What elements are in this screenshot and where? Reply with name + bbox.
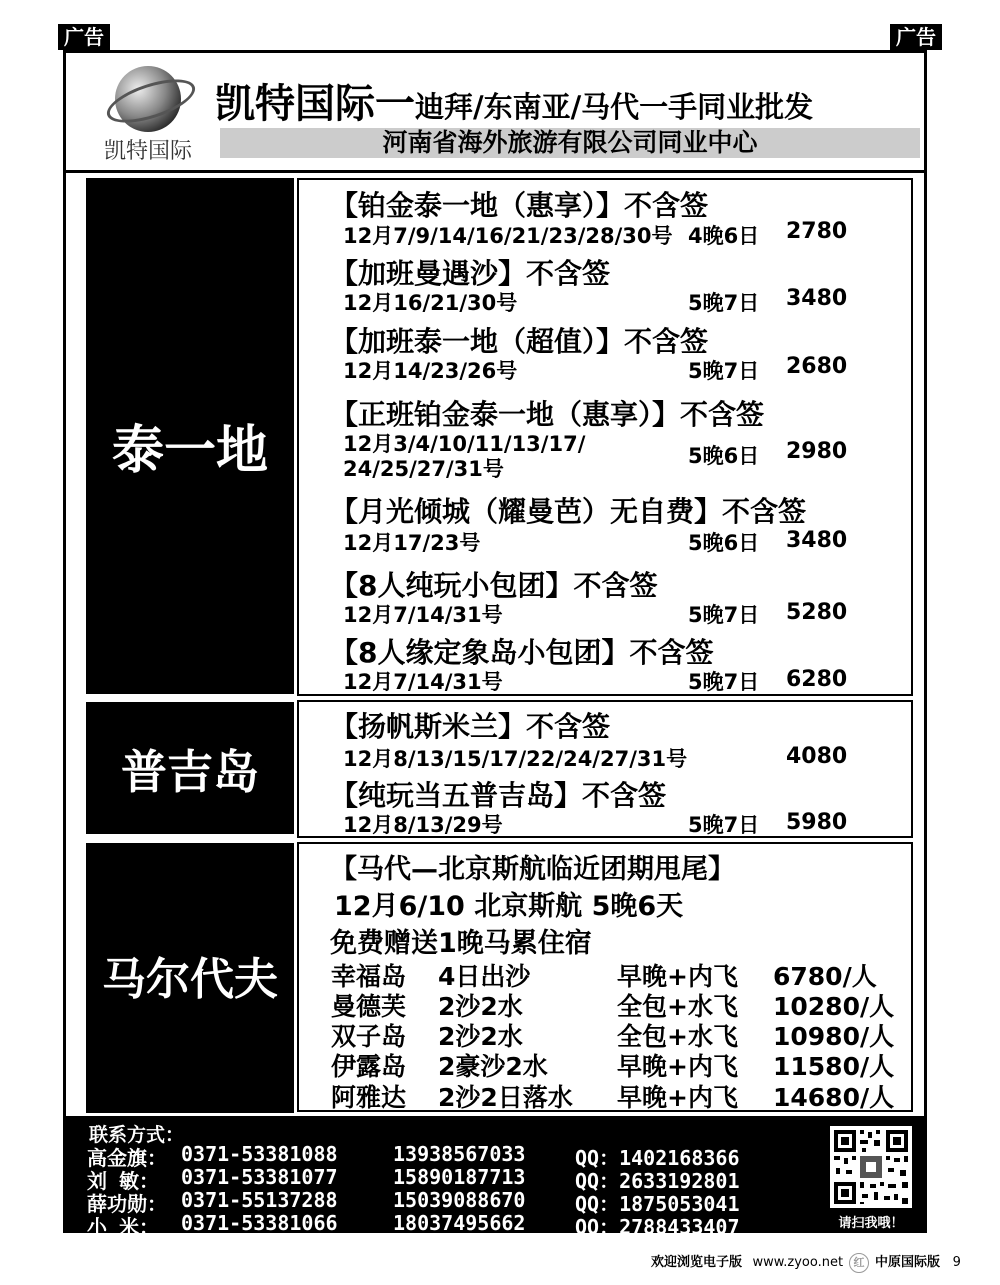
thai-item-title: 【加班曼遇沙】不含签	[330, 257, 611, 290]
section-label-thai: 泰一地	[86, 178, 294, 694]
contact-name: 薛功勋：	[87, 1192, 167, 1216]
company-title	[215, 72, 813, 129]
contact-mobile: 13938567033	[393, 1142, 526, 1166]
island-name: 伊露岛	[331, 1052, 407, 1081]
company-subtitle-bar: 河南省海外旅游有限公司同业中心	[220, 128, 920, 158]
contact-mobile: 15039088670	[393, 1188, 526, 1212]
contact-mobile: 15890187713	[393, 1165, 526, 1189]
section-label-phuket: 普吉岛	[86, 702, 294, 834]
ad-tag-right: 广告	[890, 24, 942, 50]
maldives-bonus-line: 免费赠送1晚马累住宿	[330, 928, 592, 959]
thai-item-price: 2680	[786, 354, 848, 379]
contact-name: 高金旗：	[87, 1146, 167, 1170]
contact-tel: 0371-53381066	[181, 1211, 338, 1235]
contact-tel: 0371-55137288	[181, 1188, 338, 1212]
phuket-item-title: 【纯玩当五普吉岛】不含签	[330, 779, 667, 812]
footer	[651, 1251, 961, 1273]
island-name: 幸福岛	[331, 962, 407, 991]
qr-caption: 请扫我哦！	[838, 1216, 904, 1231]
thai-item-date: 12月7/9/14/16/21/23/28/30号	[343, 224, 673, 248]
header-divider	[65, 170, 925, 173]
section-label-maldives: 马尔代夫	[86, 843, 294, 1113]
company-logo	[105, 62, 205, 162]
thai-item-date-continued: 24/25/27/31号	[343, 457, 504, 481]
island-price: 14680/人	[773, 1083, 895, 1112]
island-price: 11580/人	[773, 1052, 895, 1081]
island-meal: 早晚+内飞	[617, 962, 738, 991]
thai-item-price: 6280	[786, 667, 848, 692]
island-room: 2沙2水	[438, 992, 523, 1021]
island-room: 2沙2水	[438, 1022, 523, 1051]
contact-tel: 0371-53381088	[181, 1142, 338, 1166]
phuket-item-price: 4080	[786, 744, 848, 769]
phuket-item-date: 12月8/13/29号	[343, 813, 503, 837]
thai-item-nights: 5晚6日	[688, 444, 760, 468]
contact-qq: QQ：2633192801	[575, 1169, 740, 1193]
footer-edition: 中原国际版	[875, 1255, 941, 1270]
footer-welcome: 欢迎浏览电子版	[651, 1255, 743, 1270]
company-sub: 迪拜/东南亚/马代一手同业批发	[415, 90, 814, 124]
ad-tag-left: 广告	[58, 24, 110, 50]
island-price: 10980/人	[773, 1022, 895, 1051]
island-room: 2豪沙2水	[438, 1052, 548, 1081]
qr-code-icon[interactable]	[830, 1126, 912, 1208]
maldives-title: 【马代—北京斯航临近团期甩尾】	[330, 854, 735, 885]
thai-item-date: 12月16/21/30号	[343, 291, 518, 315]
thai-item-date: 12月3/4/10/11/13/17/	[343, 432, 586, 456]
thai-item-nights: 5晚6日	[688, 531, 760, 555]
thai-item-price: 2780	[786, 219, 848, 244]
phuket-item-date: 12月8/13/15/17/22/24/27/31号	[343, 747, 688, 771]
contact-qq: QQ：1402168366	[575, 1146, 740, 1170]
thai-item-nights: 5晚7日	[688, 670, 760, 694]
island-price: 6780/人	[773, 962, 877, 991]
contact-tel: 0371-53381077	[181, 1165, 338, 1189]
contact-qq: QQ：2788433407	[575, 1215, 740, 1239]
island-room: 2沙2日落水	[438, 1083, 573, 1112]
thai-item-price: 2980	[786, 439, 848, 464]
footer-site[interactable]: www.zyoo.net	[752, 1255, 844, 1270]
thai-item-nights: 5晚7日	[688, 359, 760, 383]
thai-item-nights: 4晚6日	[688, 224, 760, 248]
thai-item-title: 【月光倾城（耀曼芭）无自费】不含签	[330, 495, 807, 528]
island-name: 双子岛	[331, 1022, 407, 1051]
island-name: 阿雅达	[331, 1083, 407, 1112]
contact-label: 联系方式：	[89, 1124, 185, 1146]
page-number: 9	[952, 1255, 961, 1270]
company-main: 凯特国际一	[215, 81, 415, 127]
phuket-item-nights: 5晚7日	[688, 813, 760, 837]
thai-item-title: 【铂金泰一地（惠享）】不含签	[330, 189, 709, 222]
thai-item-date: 12月7/14/31号	[343, 670, 503, 694]
contact-block	[65, 1116, 925, 1239]
contact-qq: QQ：1875053041	[575, 1192, 740, 1216]
thai-item-nights: 5晚7日	[688, 291, 760, 315]
phuket-item-price: 5980	[786, 810, 848, 835]
thai-item-price: 3480	[786, 286, 848, 311]
island-meal: 早晚+内飞	[617, 1052, 738, 1081]
phuket-item-title: 【扬帆斯米兰】不含签	[330, 710, 611, 743]
thai-item-price: 3480	[786, 528, 848, 553]
thai-item-title: 【加班泰一地（超值）】不含签	[330, 325, 709, 358]
thai-item-date: 12月14/23/26号	[343, 359, 518, 383]
maldives-flight-line: 12月6/10 北京斯航 5晚6天	[334, 891, 684, 922]
thai-item-nights: 5晚7日	[688, 603, 760, 627]
island-name: 曼德芙	[331, 992, 407, 1021]
seal-icon: 红	[849, 1253, 869, 1273]
contact-name: 刘 敏：	[87, 1169, 160, 1193]
thai-item-title: 【8人纯玩小包团】不含签	[330, 569, 658, 602]
thai-item-title: 【正班铂金泰一地（惠享）】不含签	[330, 398, 765, 431]
thai-item-date: 12月7/14/31号	[343, 603, 503, 627]
thai-item-price: 5280	[786, 600, 848, 625]
thai-item-date: 12月17/23号	[343, 531, 481, 555]
logo-text: 凯特国际	[103, 139, 192, 164]
contact-name: 小 米：	[87, 1215, 160, 1239]
thai-item-title: 【8人缘定象岛小包团】不含签	[330, 636, 714, 669]
island-price: 10280/人	[773, 992, 895, 1021]
contact-mobile: 18037495662	[393, 1211, 526, 1235]
island-room: 4日出沙	[438, 962, 531, 991]
island-meal: 全包+水飞	[617, 1022, 738, 1051]
island-meal: 全包+水飞	[617, 992, 738, 1021]
island-meal: 早晚+内飞	[617, 1083, 738, 1112]
